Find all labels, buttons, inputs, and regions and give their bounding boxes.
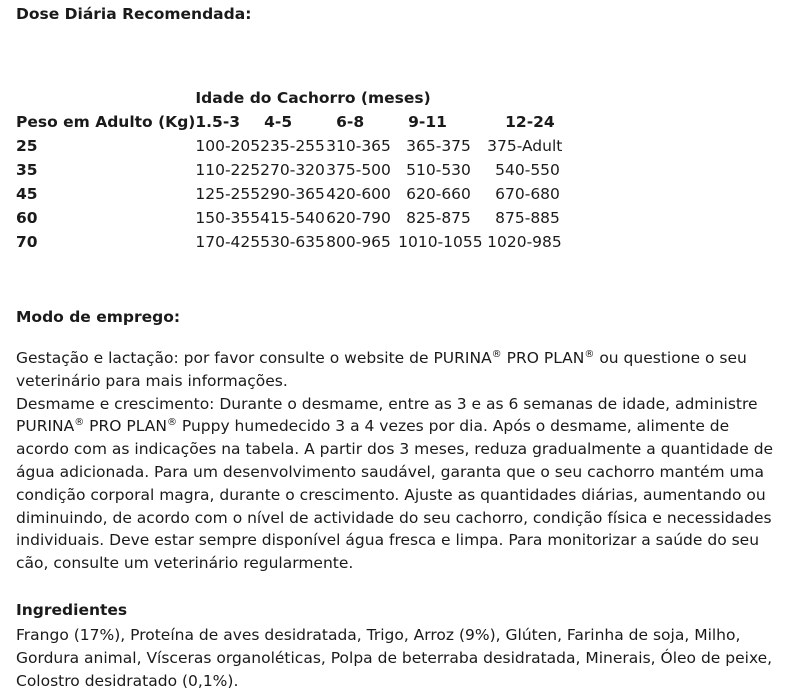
dose-cell: 150-355 xyxy=(195,209,261,227)
dose-cell: 800-965 xyxy=(326,233,391,251)
modo-body xyxy=(16,347,786,575)
dose-cell: 620-660 xyxy=(406,185,471,203)
registered-mark: ® xyxy=(584,348,595,360)
weight-cell: 25 xyxy=(16,137,38,155)
dose-cell: 825-875 xyxy=(406,209,471,227)
dose-cell: 270-320 xyxy=(260,161,325,179)
registered-mark: ® xyxy=(74,417,85,429)
ingredientes-text: Frango (17%), Proteína de aves desidratada, Trigo, Arroz (9%), Glúten, Farinha de soja, Milho, Gordura animal, Vísceras organoléticas, Polpa de beterraba desidratada, Minerais, Óleo de peixe, Colostro desidratado (0,1%). xyxy=(16,626,773,690)
dose-cell: 375-Adult xyxy=(487,137,563,155)
dose-cell: 420-600 xyxy=(326,185,391,203)
weight-cell: 35 xyxy=(16,161,38,179)
dose-cell: 620-790 xyxy=(326,209,391,227)
dose-cell: 235-255 xyxy=(260,137,325,155)
ingredientes-title: Ingredientes xyxy=(16,601,128,619)
dose-cell: 110-225 xyxy=(195,161,261,179)
registered-mark: ® xyxy=(166,417,177,429)
dose-cell: 375-500 xyxy=(326,161,391,179)
weight-cell: 45 xyxy=(16,185,38,203)
dose-cell: 510-530 xyxy=(406,161,471,179)
dose-cell: 125-255 xyxy=(195,185,261,203)
table-header-row xyxy=(16,110,595,134)
dose-cell: 670-680 xyxy=(495,185,560,203)
registered-mark: ® xyxy=(491,348,502,360)
table-row xyxy=(16,230,595,254)
dose-table xyxy=(16,86,595,254)
ingredientes-body xyxy=(16,624,786,692)
dose-cell: 100-205 xyxy=(195,137,261,155)
modo-title: Modo de emprego: xyxy=(16,308,181,326)
age-header: Idade do Cachorro (meses) xyxy=(195,89,431,107)
dose-cell: 310-365 xyxy=(326,137,391,155)
modo-paragraph-2: Desmame e crescimento: Durante o desmame, entre as 3 e as 6 semanas de idade, administre PURINA® PRO PLAN® Puppy humedecido 3 a 4 vezes por dia. Após o desmame, alimente de acordo com as indicações na tabela. A partir dos 3 meses, reduza gradualmente a quantidade de água adicionada. Para um desenvolvimento saudável, garanta que o seu cachorro mantém uma condição corporal magra, durante o crescimento. Ajuste as quantidades diárias, aumentando ou diminuindo, de acordo com o nível de actividade do seu cachorro, condição física e necessidades individuais. Deve estar sempre disponível água fresca e limpa. Para monitorizar a saúde do seu cão, consulte um veterinário regularmente. xyxy=(16,394,774,573)
dose-cell: 290-365 xyxy=(260,185,325,203)
age-col-header: 9-11 xyxy=(408,113,447,131)
dose-cell: 415-540 xyxy=(260,209,325,227)
modo-paragraph-1: Gestação e lactação: por favor consulte o website de PURINA® PRO PLAN® ou questione o seu veterinário para mais informações. xyxy=(16,348,747,390)
table-row xyxy=(16,206,595,230)
dose-title: Dose Diária Recomendada: xyxy=(16,5,252,23)
age-col-header: 1.5-3 xyxy=(195,113,241,131)
dose-cell: 365-375 xyxy=(406,137,471,155)
table-row xyxy=(16,134,595,158)
weight-header: Peso em Adulto (Kg) xyxy=(16,113,196,131)
weight-cell: 70 xyxy=(16,233,38,251)
dose-cell: 530-635 xyxy=(260,233,325,251)
age-col-header: 6-8 xyxy=(336,113,365,131)
weight-cell: 60 xyxy=(16,209,38,227)
dose-cell: 170-425 xyxy=(195,233,261,251)
table-header-row-age xyxy=(16,86,595,110)
age-col-header: 4-5 xyxy=(264,113,293,131)
age-col-header: 12-24 xyxy=(505,113,555,131)
dose-cell: 875-885 xyxy=(495,209,560,227)
table-row xyxy=(16,182,595,206)
dose-cell: 1020-985 xyxy=(487,233,562,251)
table-row xyxy=(16,158,595,182)
dose-cell: 540-550 xyxy=(495,161,560,179)
dose-cell: 1010-1055 xyxy=(398,233,483,251)
